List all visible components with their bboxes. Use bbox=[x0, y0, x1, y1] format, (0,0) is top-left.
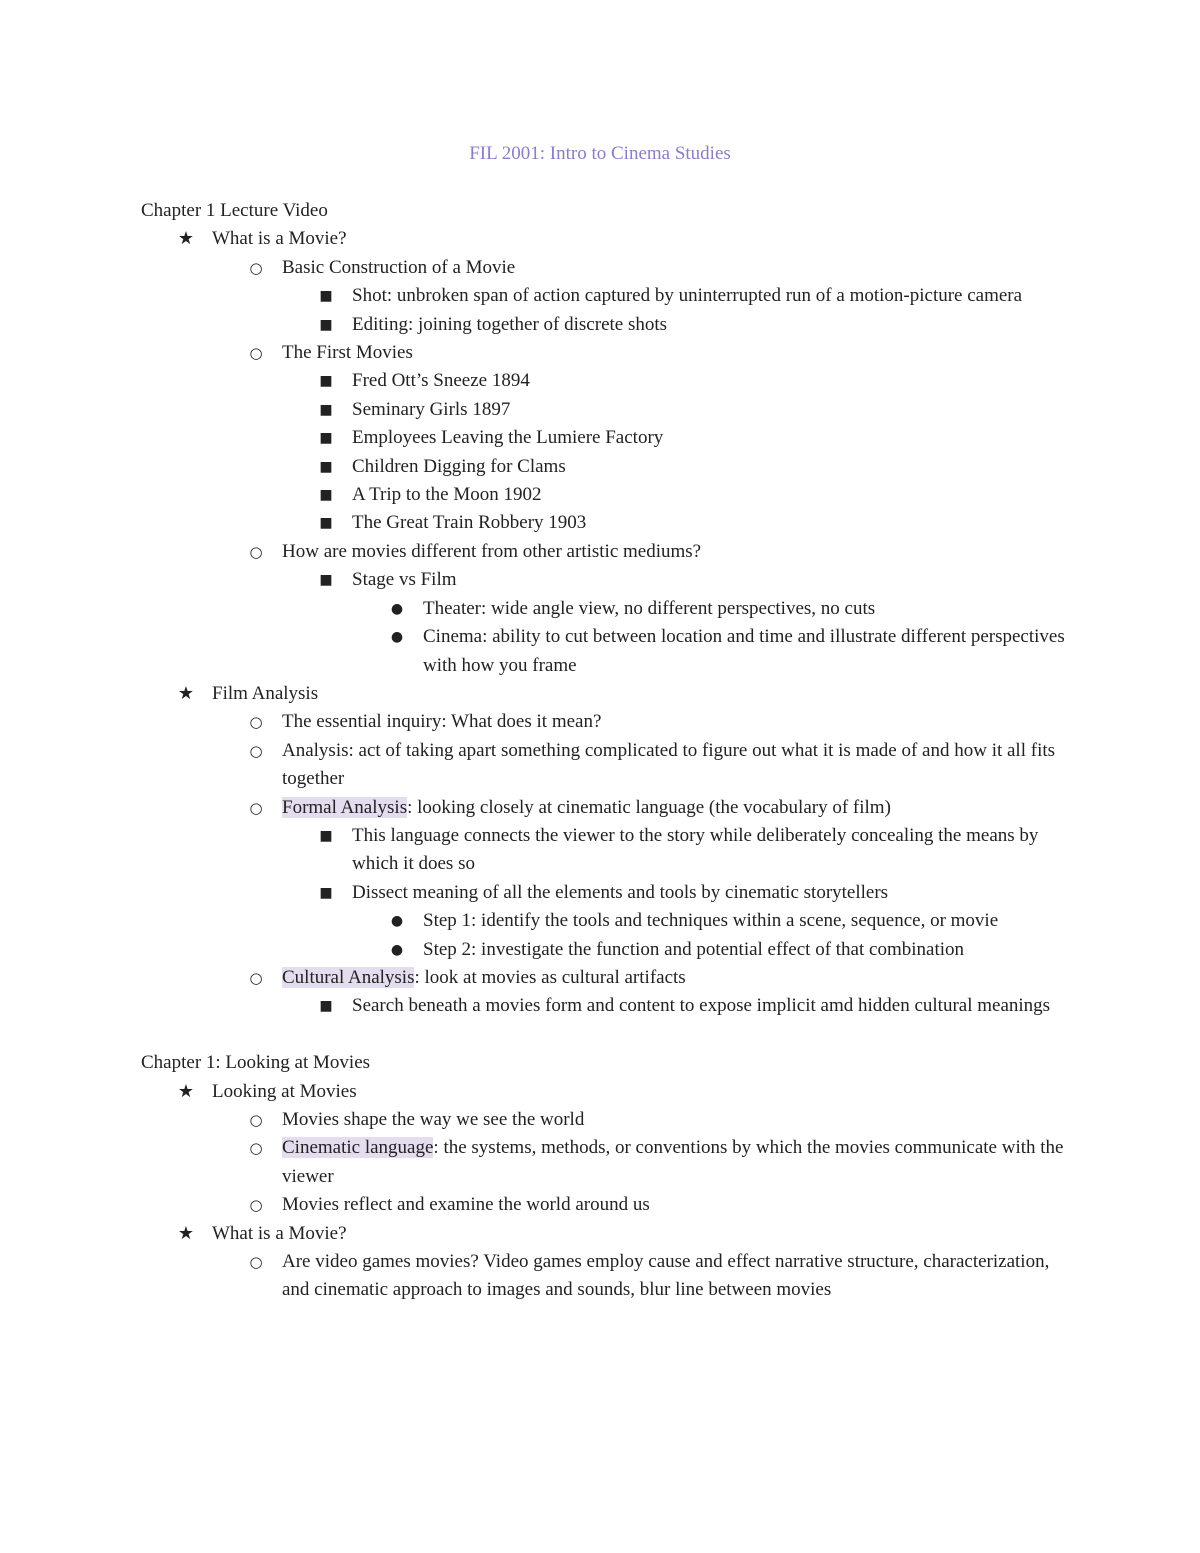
outline-list bbox=[141, 1078, 1071, 1305]
list-item bbox=[141, 708, 1071, 736]
list-item bbox=[141, 1106, 1071, 1134]
list-item bbox=[141, 367, 1071, 395]
list-item bbox=[141, 822, 1071, 879]
list-item-text: The First Movies bbox=[282, 342, 413, 364]
list-item-text: Cinema: ability to cut between location and time and illustrate different perspectives with how you frame bbox=[423, 626, 1065, 676]
square-bullet-icon: ■ bbox=[319, 430, 333, 447]
list-item bbox=[141, 964, 1071, 992]
dot-bullet-icon: ● bbox=[390, 600, 404, 617]
list-item-text: A Trip to the Moon 1902 bbox=[352, 484, 542, 506]
list-item bbox=[141, 595, 1071, 623]
star-bullet-icon: ★ bbox=[177, 1222, 195, 1244]
highlighted-term: Cinematic language bbox=[282, 1137, 434, 1159]
list-item-text: : looking closely at cinematic language (the vocabulary of film) bbox=[407, 796, 891, 818]
list-item bbox=[141, 680, 1071, 708]
list-item-text: Shot: unbroken span of action captured by uninterrupted run of a motion-picture camera bbox=[352, 285, 1023, 307]
circle-bullet-icon: ○ bbox=[249, 741, 263, 760]
circle-bullet-icon: ○ bbox=[249, 968, 263, 987]
list-item-text: Are video games movies? Video games employ cause and effect narrative structure, characterization, and cinematic approach to images and sounds, blur line between movies bbox=[282, 1251, 1050, 1301]
list-item-text: : look at movies as cultural artifacts bbox=[414, 966, 686, 988]
section-heading: Chapter 1 Lecture Video bbox=[141, 200, 328, 221]
list-item bbox=[141, 879, 1071, 907]
list-item bbox=[141, 396, 1071, 424]
star-bullet-icon: ★ bbox=[177, 682, 195, 704]
list-item bbox=[141, 737, 1071, 794]
list-item-text: Step 1: identify the tools and techniques within a scene, sequence, or movie bbox=[423, 910, 999, 932]
document-title: FIL 2001: Intro to Cinema Studies bbox=[469, 143, 731, 164]
list-item-text: Seminary Girls 1897 bbox=[352, 398, 511, 420]
square-bullet-icon: ■ bbox=[319, 572, 333, 589]
list-item bbox=[141, 424, 1071, 452]
circle-bullet-icon: ○ bbox=[249, 258, 263, 277]
list-item-text: Step 2: investigate the function and potential effect of that combination bbox=[423, 938, 964, 960]
circle-bullet-icon: ○ bbox=[249, 1196, 263, 1215]
list-item bbox=[141, 225, 1071, 253]
list-item bbox=[141, 453, 1071, 481]
circle-bullet-icon: ○ bbox=[249, 798, 263, 817]
list-item bbox=[141, 794, 1071, 822]
section-looking-at-movies bbox=[141, 1049, 1071, 1305]
list-item bbox=[141, 992, 1071, 1020]
list-item-text: The essential inquiry: What does it mean? bbox=[282, 711, 602, 733]
list-item-text: Dissect meaning of all the elements and tools by cinematic storytellers bbox=[352, 881, 889, 903]
list-item-text: : the systems, methods, or conventions by which the movies communicate with the viewer bbox=[282, 1137, 1064, 1187]
list-item-text: How are movies different from other artistic mediums? bbox=[282, 540, 702, 562]
list-item bbox=[141, 936, 1071, 964]
list-item-text: Editing: joining together of discrete shots bbox=[352, 313, 668, 335]
section-lecture-video bbox=[141, 197, 1071, 1021]
list-item-text: Theater: wide angle view, no different perspectives, no cuts bbox=[423, 597, 876, 619]
highlighted-term: Formal Analysis bbox=[282, 796, 408, 818]
list-item bbox=[141, 509, 1071, 537]
list-item-text: Looking at Movies bbox=[212, 1080, 357, 1102]
list-item bbox=[141, 1078, 1071, 1106]
square-bullet-icon: ■ bbox=[319, 827, 333, 844]
list-item-text: What is a Movie? bbox=[212, 228, 347, 250]
square-bullet-icon: ■ bbox=[319, 458, 333, 475]
list-item bbox=[141, 623, 1071, 680]
list-item-text: Children Digging for Clams bbox=[352, 455, 566, 477]
list-item-text: Film Analysis bbox=[212, 682, 319, 704]
list-item-text: Stage vs Film bbox=[352, 569, 457, 591]
list-item bbox=[141, 1220, 1071, 1248]
list-item-text: Movies shape the way we see the world bbox=[282, 1108, 585, 1130]
list-item bbox=[141, 907, 1071, 935]
dot-bullet-icon: ● bbox=[390, 629, 404, 646]
square-bullet-icon: ■ bbox=[319, 373, 333, 390]
list-item bbox=[141, 254, 1071, 282]
list-item-text: Analysis: act of taking apart something complicated to figure out what it is made of and how it all fits together bbox=[282, 739, 1056, 790]
square-bullet-icon: ■ bbox=[319, 884, 333, 901]
outline-list bbox=[141, 225, 1071, 1020]
square-bullet-icon: ■ bbox=[319, 487, 333, 504]
section-heading: Chapter 1: Looking at Movies bbox=[141, 1052, 371, 1074]
dot-bullet-icon: ● bbox=[390, 941, 404, 958]
list-item bbox=[141, 538, 1071, 566]
circle-bullet-icon: ○ bbox=[249, 1139, 263, 1158]
square-bullet-icon: ■ bbox=[319, 515, 333, 532]
list-item-text: Employees Leaving the Lumiere Factory bbox=[352, 427, 664, 449]
list-item bbox=[141, 1134, 1071, 1191]
circle-bullet-icon: ○ bbox=[249, 542, 263, 561]
list-item-text: The Great Train Robbery 1903 bbox=[352, 512, 587, 534]
document-body bbox=[141, 197, 1071, 1305]
list-item-text: What is a Movie? bbox=[212, 1222, 347, 1244]
square-bullet-icon: ■ bbox=[319, 316, 333, 333]
list-item-text: Movies reflect and examine the world around us bbox=[282, 1194, 650, 1216]
dot-bullet-icon: ● bbox=[390, 913, 404, 930]
list-item-text: This language connects the viewer to the story while deliberately concealing the means by which it does so bbox=[352, 824, 1039, 875]
circle-bullet-icon: ○ bbox=[249, 1253, 263, 1272]
list-item-text: Basic Construction of a Movie bbox=[282, 256, 516, 278]
list-item bbox=[141, 1248, 1071, 1305]
circle-bullet-icon: ○ bbox=[249, 713, 263, 732]
list-item bbox=[141, 282, 1071, 310]
square-bullet-icon: ■ bbox=[319, 998, 333, 1015]
square-bullet-icon: ■ bbox=[319, 288, 333, 305]
highlighted-term: Cultural Analysis bbox=[282, 966, 415, 988]
list-item bbox=[141, 339, 1071, 367]
section-spacer bbox=[141, 1021, 1071, 1049]
list-item bbox=[141, 481, 1071, 509]
list-item-text: Search beneath a movies form and content to expose implicit amd hidden cultural meanings bbox=[352, 995, 1051, 1017]
circle-bullet-icon: ○ bbox=[249, 344, 263, 363]
circle-bullet-icon: ○ bbox=[249, 1110, 263, 1129]
list-item bbox=[141, 311, 1071, 339]
list-item-text: Fred Ott’s Sneeze 1894 bbox=[352, 370, 530, 392]
square-bullet-icon: ■ bbox=[319, 401, 333, 418]
list-item bbox=[141, 1191, 1071, 1219]
star-bullet-icon: ★ bbox=[177, 228, 195, 250]
list-item bbox=[141, 566, 1071, 594]
star-bullet-icon: ★ bbox=[177, 1080, 195, 1102]
